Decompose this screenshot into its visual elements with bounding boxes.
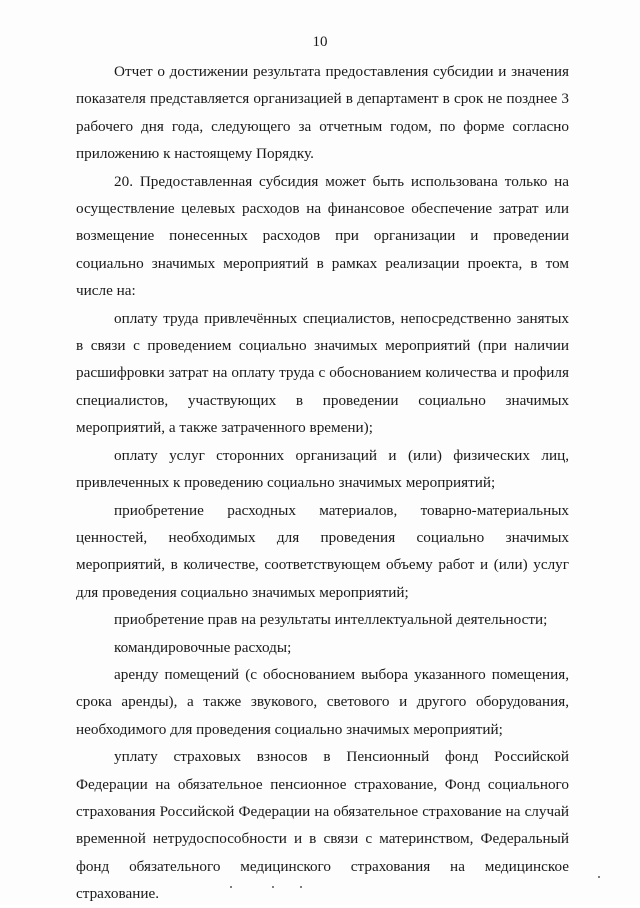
paragraph-materials-purchase: приобретение расходных материалов, товарно-материальных ценностей, необходимых для проведения социально значимых мероприятий, в количестве, соответствующем объему работ и (или) услуг для проведения социально значимых мероприятий; <box>76 501 569 601</box>
paragraph-labor-payment: оплату труда привлечённых специалистов, непосредственно занятых в связи с проведением социально значимых мероприятий (при наличии расшифровки затрат на оплату труда с обоснованием количества и профиля специалистов, участвующих в проведении социально значимых мероприятий, а также затраченного времени); <box>76 309 569 437</box>
scan-artifact <box>230 886 232 888</box>
scan-artifact <box>598 876 600 878</box>
paragraph-insurance-contributions: уплату страховых взносов в Пенсионный фонд Российской Федерации на обязательное пенсионное страхование, Фонд социального страхования Российской Федерации на обязательное страхование на случай временной нетрудоспособности и в связи с материнством, Федеральный фонд обязательного медицинского страхования на медицинское страхование. <box>76 748 569 903</box>
document-body <box>76 58 569 908</box>
paragraph-report-deadline: Отчет о достижении результата предоставления субсидии и значения показателя представляется организацией в департамент в срок не позднее 3 рабочего дня года, следующего за отчетным годом, по форме согласно приложению к настоящему Порядку. <box>76 63 569 163</box>
paragraph-travel-expenses: командировочные расходы; <box>114 638 292 656</box>
page-number: 10 <box>312 34 328 50</box>
paragraph-item-20: 20. Предоставленная субсидия может быть использована только на осуществление целевых расходов на финансовое обеспечение затрат или возмещение понесенных расходов при организации и проведении социально значимых мероприятий в рамках реализации проекта, в том числе на: <box>76 172 569 300</box>
paragraph-premises-rental: аренду помещений (с обоснованием выбора указанного помещения, срока аренды), а также звукового, светового и другого оборудования, необходимого для проведения социально значимых мероприятий; <box>76 665 569 738</box>
scan-artifact <box>300 886 302 888</box>
scan-artifact <box>272 886 274 888</box>
paragraph-intellectual-property: приобретение прав на результаты интеллектуальной деятельности; <box>114 611 548 629</box>
paragraph-third-party-services: оплату услуг сторонних организаций и (или) физических лиц, привлеченных к проведению социально значимых мероприятий; <box>76 446 569 492</box>
